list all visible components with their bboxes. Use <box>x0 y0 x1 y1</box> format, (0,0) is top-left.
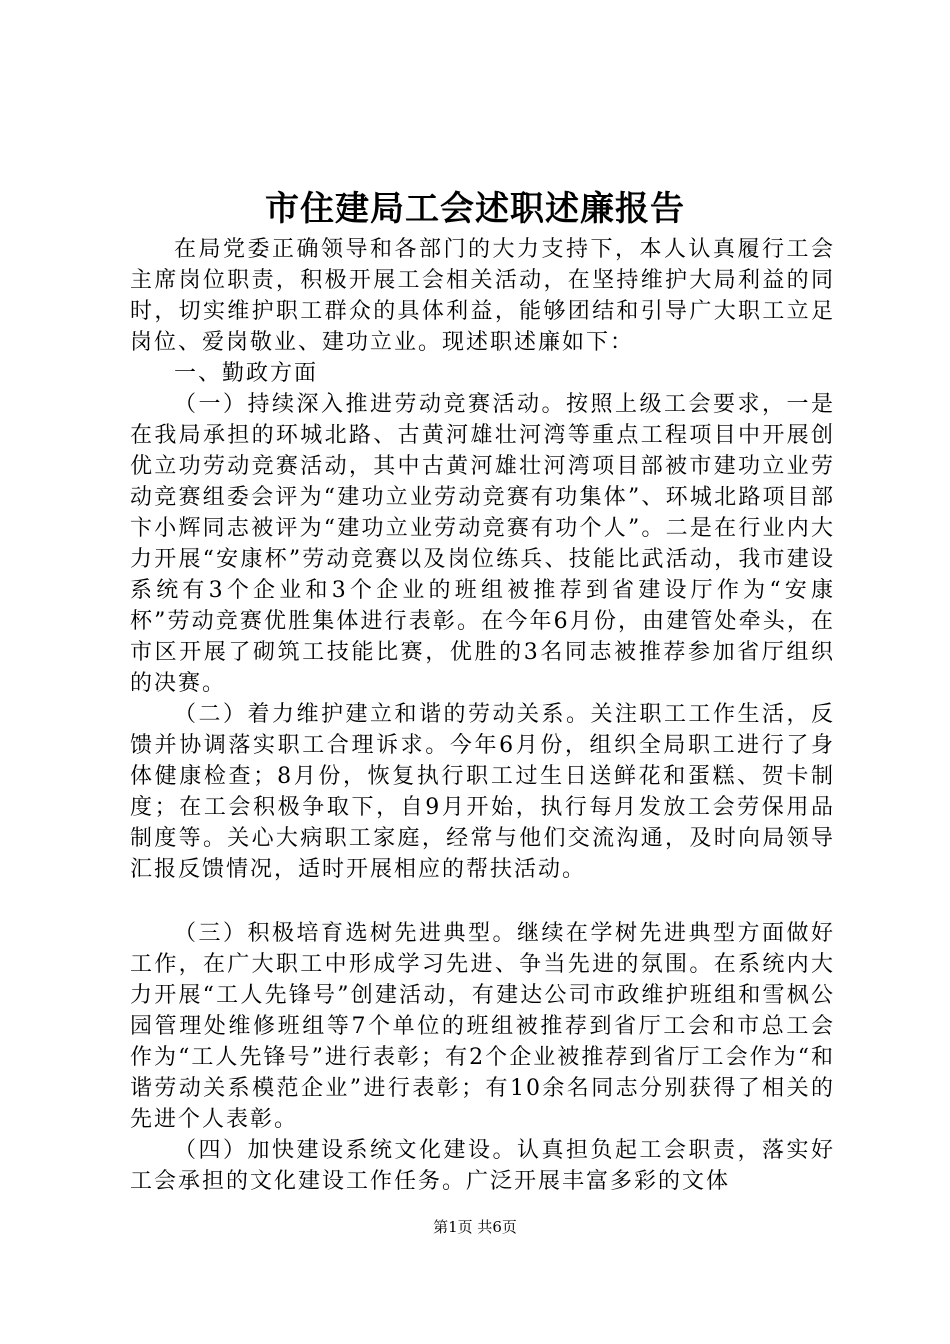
paragraph-advanced-models: （三）积极培育选树先进典型。继续在学树先进典型方面做好工作，在广大职工中形成学习先进、争当先进的氛围。在系统内大力开展“工人先锋号”创建活动，有建达公司市政维护班组和雪枫公园管理处维修班组等7个单位的班组被推荐到省厅工会和市总工会作为“工人先锋号”进行表彰；有2个企业被推荐到省厅工会作为“和谐劳动关系模范企业”进行表彰；有10余名同志分别获得了相关的先进个人表彰。 <box>130 921 835 1132</box>
document-body <box>130 234 835 1197</box>
page-footer: 第1页 共6页 <box>433 1218 517 1236</box>
paragraph-labor-competition: （一）持续深入推进劳动竞赛活动。按照上级工会要求，一是在我局承担的环城北路、古黄河雄壮河湾等重点工程项目中开展创优立功劳动竞赛活动，其中古黄河雄壮河湾项目部被市建功立业劳动竞赛组委会评为“建功立业劳动竞赛有功集体”、环城北路项目部卞小辉同志被评为“建功立业劳动竞赛有功个人”。二是在行业内大力开展“安康杯”劳动竞赛以及岗位练兵、技能比武活动，我市建设系统有3个企业和3个企业的班组被推荐到省建设厅作为“安康杯”劳动竞赛优胜集体进行表彰。在今年6月份，由建管处牵头，在市区开展了砌筑工技能比赛，优胜的3名同志被推荐参加省厅组织的决赛。 <box>130 392 835 696</box>
paragraph-culture-building: （四）加快建设系统文化建设。认真担负起工会职责，落实好工会承担的文化建设工作任务。广泛开展丰富多彩的文体 <box>130 1138 835 1194</box>
paragraph-labor-relations: （二）着力维护建立和谐的劳动关系。关注职工工作生活，反馈并协调落实职工合理诉求。今年6月份，组织全局职工进行了身体健康检查；8月份，恢复执行职工过生日送鲜花和蛋糕、贺卡制度；在工会积极争取下，自9月开始，执行每月发放工会劳保用品制度等。关心大病职工家庭，经常与他们交流沟通，及时向局领导汇报反馈情况，适时开展相应的帮扶活动。 <box>130 702 835 882</box>
paragraph-intro: 在局党委正确领导和各部门的大力支持下，本人认真履行工会主席岗位职责，积极开展工会相关活动，在坚持维护大局利益的同时，切实维护职工群众的具体利益，能够团结和引导广大职工立足岗位、爱岗敬业、建功立业。现述职述廉如下： <box>130 237 835 355</box>
section-heading-diligence: 一、勤政方面 <box>174 361 319 386</box>
document-title: 市住建局工会述职述廉报告 <box>265 189 685 229</box>
